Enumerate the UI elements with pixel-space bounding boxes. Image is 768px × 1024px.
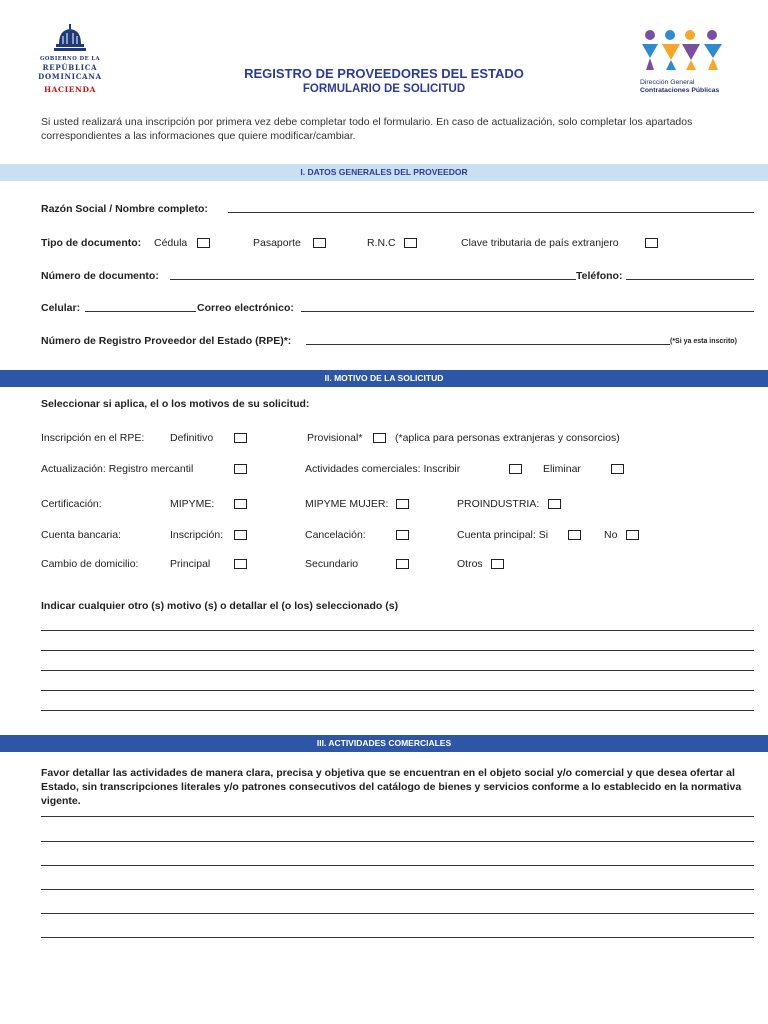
cuenta-inscripcion-checkbox[interactable] xyxy=(234,530,247,540)
motivo-instruction: Seleccionar si aplica, el o los motivos de su solicitud: xyxy=(41,398,310,410)
actividades-line-6[interactable] xyxy=(41,937,754,938)
principal-checkbox[interactable] xyxy=(234,559,247,569)
inscripcion-rpe-label: Inscripción en el RPE: xyxy=(41,432,145,444)
otros-checkbox[interactable] xyxy=(491,559,504,569)
actividades-line-2[interactable] xyxy=(41,841,754,842)
actividades-line-1[interactable] xyxy=(41,816,754,817)
rnc-checkbox[interactable] xyxy=(404,238,417,248)
provisional-label: Provisional* xyxy=(307,432,363,444)
cancelacion-checkbox[interactable] xyxy=(396,530,409,540)
section1-heading: I. DATOS GENERALES DEL PROVEEDOR xyxy=(0,164,768,181)
definitivo-label: Definitivo xyxy=(170,432,214,444)
cambio-domicilio-label: Cambio de domicilio: xyxy=(41,558,139,570)
razon-social-input[interactable] xyxy=(228,212,754,213)
gov-line2: REPÚBLICA xyxy=(42,63,98,72)
secundario-checkbox[interactable] xyxy=(396,559,409,569)
eliminar-label: Eliminar xyxy=(543,463,581,475)
cuenta-principal-label: Cuenta principal: Si xyxy=(457,529,549,541)
motivo-line-2[interactable] xyxy=(41,650,754,651)
page-subtitle: FORMULARIO DE SOLICITUD xyxy=(302,83,466,95)
otros-label: Otros xyxy=(457,558,483,570)
actividades-line-3[interactable] xyxy=(41,865,754,866)
dgcp-line2: Contrataciones Públicas xyxy=(640,87,720,94)
inscribir-checkbox[interactable] xyxy=(509,464,522,474)
gov-line3: DOMINICANA xyxy=(38,72,102,81)
correo-input[interactable] xyxy=(301,311,754,312)
mipyme-mujer-checkbox[interactable] xyxy=(396,499,409,509)
proindustria-checkbox[interactable] xyxy=(548,499,561,509)
proindustria-label: PROINDUSTRIA: xyxy=(457,498,540,510)
correo-label: Correo electrónico: xyxy=(197,302,294,314)
mipyme-mujer-label: MIPYME MUJER: xyxy=(305,498,389,510)
cancelacion-label: Cancelación: xyxy=(305,529,366,541)
dgcp-line1: Dirección General xyxy=(640,79,695,86)
registro-mercantil-checkbox[interactable] xyxy=(234,464,247,474)
numero-doc-label: Número de documento: xyxy=(41,270,159,282)
eliminar-checkbox[interactable] xyxy=(611,464,624,474)
actividades-line-5[interactable] xyxy=(41,913,754,914)
provisional-checkbox[interactable] xyxy=(373,433,386,443)
section2-heading: II. MOTIVO DE LA SOLICITUD xyxy=(0,370,768,387)
provisional-note: (*aplica para personas extranjeras y consorcios) xyxy=(395,432,620,444)
no-label: No xyxy=(604,529,618,541)
intro-text: Si usted realizará una inscripción por primera vez debe completar todo el formulario. En caso de actualización, solo completar los apartados correspondientes a las informaciones que quiere modificar/cambiar. xyxy=(41,116,693,142)
actividades-text: Favor detallar las actividades de manera clara, precisa y objetiva que se encuentran en el objeto social y/o comercial y que desea ofertar al Estado, sin transcripciones literales y/o patrones consecutivos del catálogo de bienes y servicios conforme a lo establecido en la normativa vigente. xyxy=(41,767,742,807)
dgcp-logo xyxy=(640,28,740,100)
motivo-line-4[interactable] xyxy=(41,690,754,691)
clave-label: Clave tributaria de país extranjero xyxy=(461,237,619,249)
indicar-label: Indicar cualquier otro (s) motivo (s) o detallar el (o los) seleccionado (s) xyxy=(41,600,399,612)
gov-line1: GOBIERNO DE LA xyxy=(39,56,101,62)
razon-social-label: Razón Social / Nombre completo: xyxy=(41,203,208,215)
cuenta-si-checkbox[interactable] xyxy=(568,530,581,540)
actualizacion-label: Actualización: Registro mercantil xyxy=(41,463,194,475)
motivo-line-5[interactable] xyxy=(41,710,754,711)
rpe-input[interactable] xyxy=(306,344,670,345)
secundario-label: Secundario xyxy=(305,558,359,570)
tipo-doc-label: Tipo de documento: xyxy=(41,237,142,249)
inscripcion-label: Inscripción: xyxy=(170,529,224,541)
rpe-label: Número de Registro Proveedor del Estado (RPE)*: xyxy=(41,335,292,347)
actividades-line-4[interactable] xyxy=(41,889,754,890)
certificacion-label: Certificación: xyxy=(41,498,102,510)
pasaporte-label: Pasaporte xyxy=(253,237,301,249)
celular-label: Celular: xyxy=(41,302,81,314)
pasaporte-checkbox[interactable] xyxy=(313,238,326,248)
motivo-line-1[interactable] xyxy=(41,630,754,631)
cedula-label: Cédula xyxy=(154,237,188,249)
mipyme-checkbox[interactable] xyxy=(234,499,247,509)
mipyme-label: MIPYME: xyxy=(170,498,215,510)
telefono-input[interactable] xyxy=(626,279,754,280)
gov-dept: HACIENDA xyxy=(43,85,97,94)
rnc-label: R.N.C xyxy=(367,237,396,249)
people-logo-icon xyxy=(640,28,730,74)
motivo-line-3[interactable] xyxy=(41,670,754,671)
celular-input[interactable] xyxy=(85,311,196,312)
clave-checkbox[interactable] xyxy=(645,238,658,248)
act-comerciales-label: Actividades comerciales: Inscribir xyxy=(305,463,461,475)
section3-heading: III. ACTIVIDADES COMERCIALES xyxy=(0,735,768,752)
rpe-note: (*Si ya esta inscrito) xyxy=(670,338,737,345)
numero-doc-input[interactable] xyxy=(170,279,576,280)
telefono-label: Teléfono: xyxy=(576,270,623,282)
page-title: REGISTRO DE PROVEEDORES DEL ESTADO xyxy=(244,66,524,81)
cuenta-bancaria-label: Cuenta bancaria: xyxy=(41,529,121,541)
cedula-checkbox[interactable] xyxy=(197,238,210,248)
definitivo-checkbox[interactable] xyxy=(234,433,247,443)
dome-emblem-icon xyxy=(52,24,88,54)
principal-label: Principal xyxy=(170,558,211,570)
cuenta-no-checkbox[interactable] xyxy=(626,530,639,540)
